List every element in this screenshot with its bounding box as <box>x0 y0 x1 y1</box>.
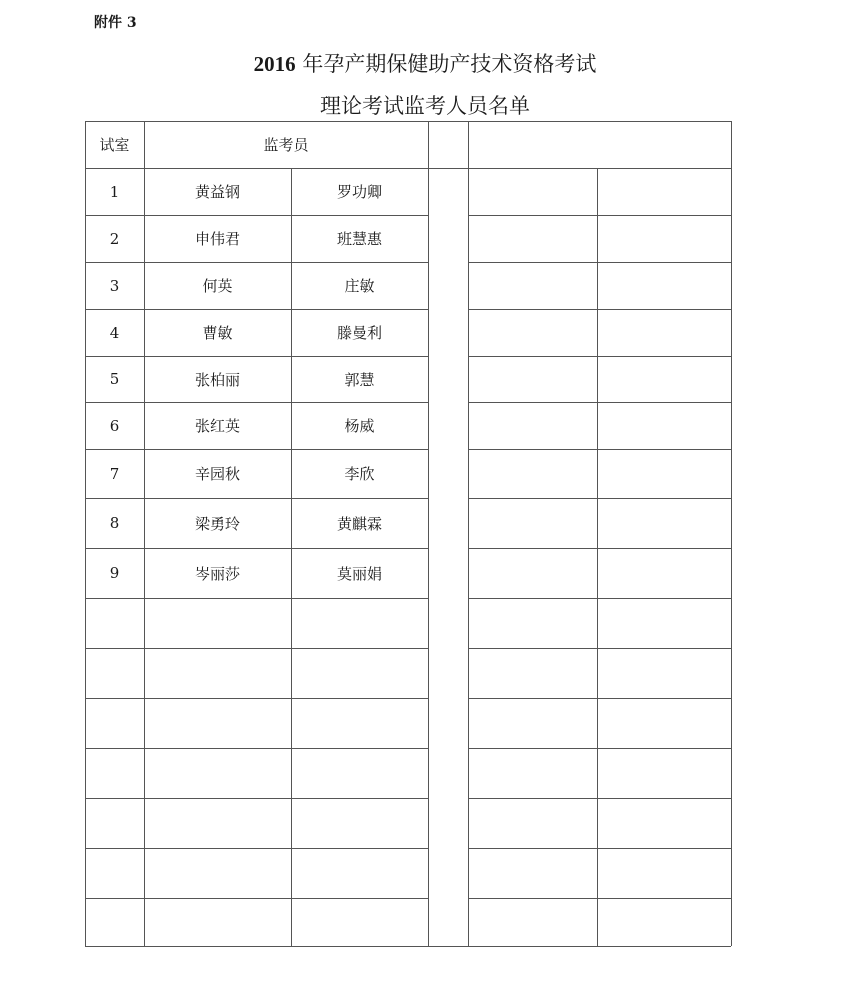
table-rule <box>468 698 731 699</box>
table-rule <box>85 215 428 216</box>
proctor-2-cell: 杨威 <box>344 417 375 435</box>
right-cell-1 <box>468 648 597 698</box>
proctor-2-cell: 郭慧 <box>344 370 375 389</box>
room-cell: 4 <box>109 323 120 342</box>
right-cell-1 <box>468 309 597 356</box>
table-rule <box>428 946 468 947</box>
right-cell-1 <box>468 748 597 798</box>
table-rule <box>468 598 731 599</box>
room-cell <box>85 798 144 848</box>
title-line1-rest: 年孕产期保健助产技术资格考试 <box>295 52 597 76</box>
proctor-1-cell: 岑丽莎 <box>194 564 240 583</box>
proctor-1-cell: 申伟君 <box>194 230 240 248</box>
document-subtitle: 理论考试监考人员名单 <box>320 94 530 118</box>
table-rule <box>85 121 86 946</box>
right-cell-1 <box>468 848 597 898</box>
proctor-1-cell <box>144 598 291 648</box>
table-rule <box>85 402 428 403</box>
proctor-2-cell: 班慧惠 <box>336 230 382 248</box>
right-cell-2 <box>597 168 731 215</box>
header-gap <box>428 121 468 168</box>
right-cell-1 <box>468 698 597 748</box>
right-cell-1 <box>468 598 597 648</box>
right-cell-2 <box>597 356 731 402</box>
proctor-1-cell <box>144 848 291 898</box>
table-rule <box>468 648 731 649</box>
document-title <box>0 48 850 78</box>
right-cell-1 <box>468 498 597 548</box>
table-rule <box>85 356 428 357</box>
table-rule <box>468 356 731 357</box>
table-rule <box>85 548 428 549</box>
right-cell-2 <box>597 648 731 698</box>
right-cell-1 <box>468 356 597 402</box>
right-cell-1 <box>468 215 597 262</box>
proctor-1-cell <box>144 748 291 798</box>
proctor-1-cell: 辛园秋 <box>194 465 240 483</box>
table-rule <box>144 121 145 946</box>
right-cell-2 <box>597 215 731 262</box>
table-rule <box>85 168 731 169</box>
table-rule <box>85 598 428 599</box>
table-rule <box>468 798 731 799</box>
right-cell-2 <box>597 498 731 548</box>
room-cell <box>85 848 144 898</box>
table-rule <box>85 898 428 899</box>
table-rule <box>85 748 428 749</box>
table-rule <box>597 168 598 946</box>
right-cell-2 <box>597 309 731 356</box>
attachment-label: 附件 3 <box>94 15 137 31</box>
proctor-2-cell <box>291 748 428 798</box>
table-rule <box>428 121 429 946</box>
proctor-1-cell: 张红英 <box>194 417 240 435</box>
right-cell-1 <box>468 168 597 215</box>
right-cell-1 <box>468 898 597 946</box>
room-cell <box>85 698 144 748</box>
proctor-2-cell <box>291 598 428 648</box>
right-cell-2 <box>597 449 731 498</box>
proctor-1-cell <box>144 798 291 848</box>
table-rule <box>468 548 731 549</box>
table-rule <box>468 449 731 450</box>
header-room: 试室 <box>99 136 130 154</box>
right-cell-1 <box>468 262 597 309</box>
proctor-2-cell: 罗功卿 <box>336 183 382 201</box>
table-rule <box>468 898 731 899</box>
header-proctors: 监考员 <box>263 136 309 154</box>
table-rule <box>468 402 731 403</box>
table-rule <box>731 121 732 946</box>
table-rule <box>85 698 428 699</box>
table-rule <box>85 449 428 450</box>
room-cell: 2 <box>109 229 120 248</box>
proctor-2-cell: 庄敏 <box>344 277 375 295</box>
right-cell-2 <box>597 898 731 946</box>
right-cell-2 <box>597 698 731 748</box>
table-rule <box>85 309 428 310</box>
table-rule <box>85 648 428 649</box>
room-cell: 9 <box>109 564 120 582</box>
proctor-1-cell: 何英 <box>202 277 233 295</box>
proctor-2-cell: 滕曼利 <box>336 324 382 342</box>
proctor-1-cell <box>144 698 291 748</box>
table-rule <box>468 946 731 947</box>
proctor-1-cell: 曹敏 <box>202 324 233 342</box>
proctor-1-cell <box>144 648 291 698</box>
room-cell: 7 <box>109 464 120 483</box>
right-cell-2 <box>597 598 731 648</box>
room-cell <box>85 648 144 698</box>
table-rule <box>468 262 731 263</box>
room-cell: 5 <box>109 370 120 388</box>
room-cell: 1 <box>109 182 120 201</box>
table-rule <box>85 848 428 849</box>
proctor-2-cell <box>291 798 428 848</box>
table-rule <box>468 309 731 310</box>
proctor-1-cell: 黄益钢 <box>194 183 240 201</box>
room-cell <box>85 748 144 798</box>
proctor-2-cell <box>291 898 428 946</box>
right-cell-2 <box>597 748 731 798</box>
table-rule <box>85 498 428 499</box>
table-rule <box>468 121 469 946</box>
table-rule <box>468 498 731 499</box>
proctor-1-cell <box>144 898 291 946</box>
proctor-1-cell: 梁勇玲 <box>194 514 240 533</box>
right-cell-1 <box>468 798 597 848</box>
proctor-2-cell <box>291 698 428 748</box>
room-cell: 3 <box>109 276 120 295</box>
title-year: 2016 <box>253 52 296 76</box>
proctor-2-cell <box>291 648 428 698</box>
right-cell-2 <box>597 402 731 449</box>
right-cell-1 <box>468 548 597 598</box>
table-rule <box>85 798 428 799</box>
proctor-2-cell: 黄麒霖 <box>336 514 382 533</box>
room-cell: 6 <box>109 416 120 435</box>
right-cell-2 <box>597 548 731 598</box>
right-cell-2 <box>597 262 731 309</box>
proctor-2-cell: 莫丽娟 <box>336 564 382 583</box>
proctor-2-cell <box>291 848 428 898</box>
right-cell-2 <box>597 798 731 848</box>
table-rule <box>85 121 731 122</box>
table-rule <box>291 168 292 946</box>
table-rule <box>468 748 731 749</box>
header-right <box>468 121 731 168</box>
room-cell <box>85 898 144 946</box>
table-rule <box>468 848 731 849</box>
room-cell <box>85 598 144 648</box>
table-rule <box>85 946 428 947</box>
table-rule <box>468 215 731 216</box>
right-cell-1 <box>468 449 597 498</box>
proctor-2-cell: 李欣 <box>344 465 375 483</box>
right-cell-2 <box>597 848 731 898</box>
room-cell: 8 <box>109 514 120 532</box>
right-cell-1 <box>468 402 597 449</box>
proctor-1-cell: 张柏丽 <box>194 370 240 389</box>
table-rule <box>85 262 428 263</box>
